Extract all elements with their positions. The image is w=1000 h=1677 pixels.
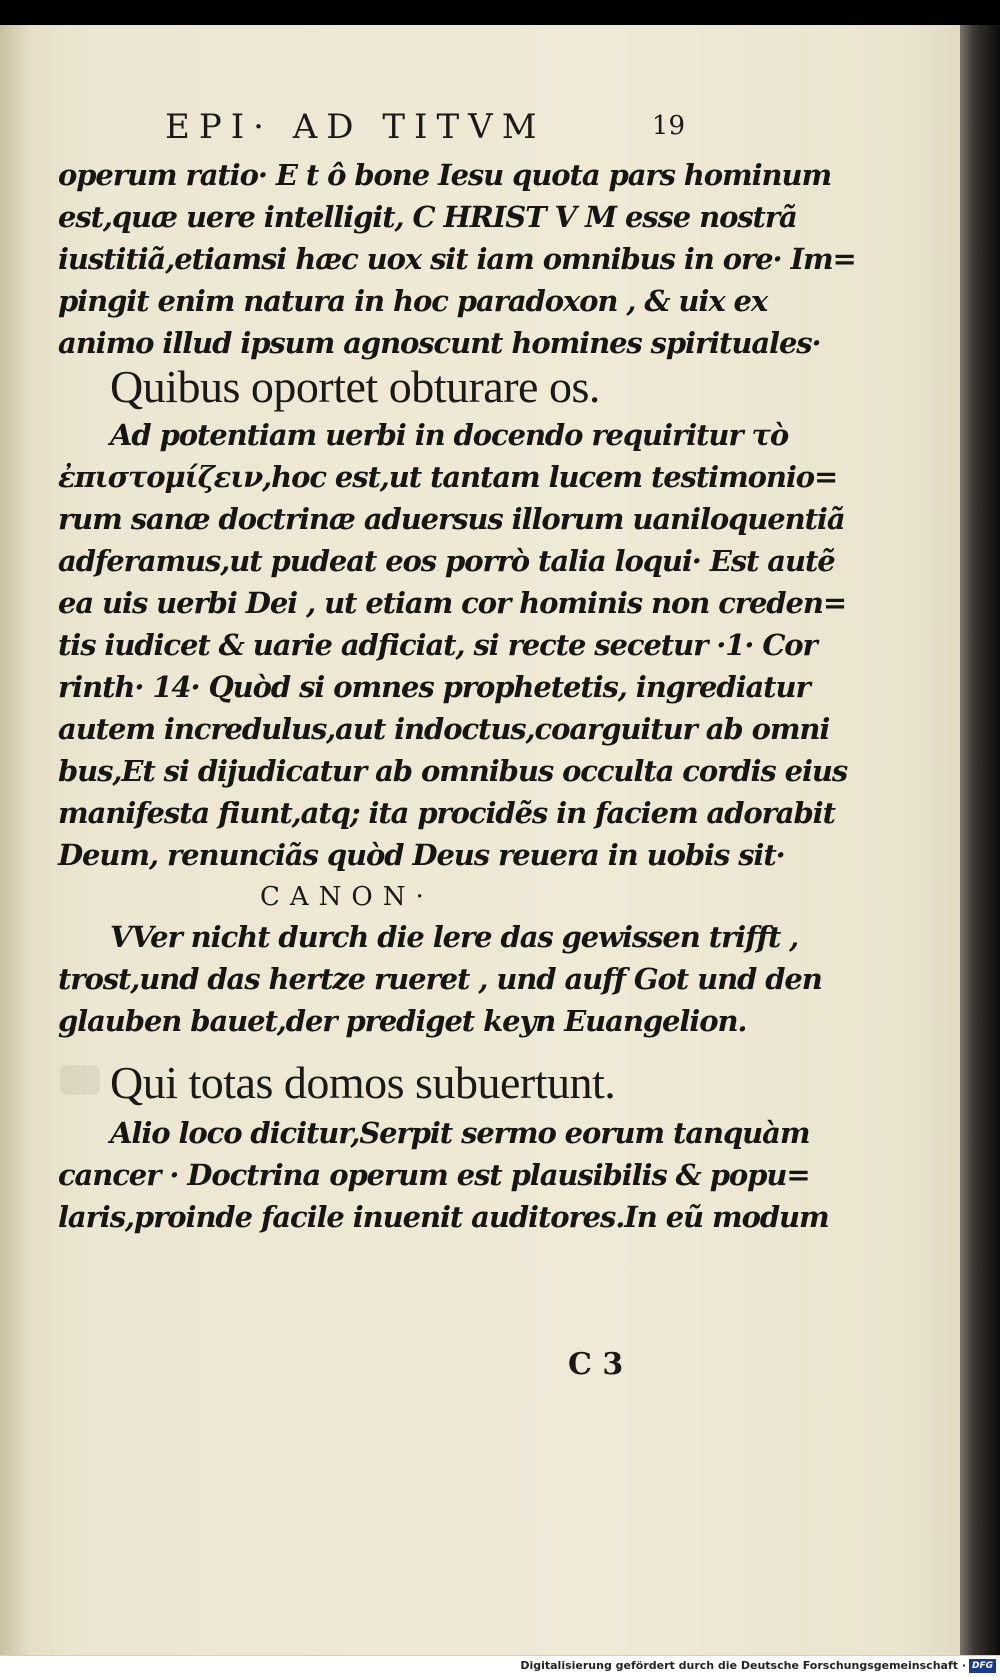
signature-mark: C 3 <box>568 1347 624 1382</box>
text-line: ea uis uerbi Dei , ut etiam cor hominis non creden= <box>58 586 847 620</box>
text-line: animo illud ipsum agnoscunt homines spirituales· <box>58 326 821 360</box>
text-line: adferamus,ut pudeat eos porrò talia loqui· Est autẽ <box>58 544 835 578</box>
text-line: ἐπιστομίζειν,hoc est,ut tantam lucem testimonio= <box>58 460 838 494</box>
text-line: VVer nicht durch die lere das gewissen trifft , <box>110 920 799 954</box>
text-line: pingit enim natura in hoc paradoxon , & uix ex <box>58 284 768 318</box>
text-line: iustitiã,etiamsi hæc uox sit iam omnibus in ore· Im= <box>58 242 856 276</box>
section-heading: Qui totas domos subuertunt. <box>110 1057 616 1108</box>
text-line: bus,Et si dijudicatur ab omnibus occulta cordis eius <box>58 754 848 788</box>
text-line: rum sanæ doctrinæ aduersus illorum uaniloquentiã <box>58 502 845 536</box>
book-page <box>0 25 960 1655</box>
section-heading: Quibus oportet obturare os. <box>110 361 600 412</box>
page-number: 19 <box>651 111 685 141</box>
text-line: Ad potentiam uerbi in docendo requiritur τὸ <box>110 418 789 452</box>
text-line: Deum, renunciãs quòd Deus reuera in uobis sit· <box>58 838 785 872</box>
text-line: operum ratio· E t ô bone Iesu quota pars hominum <box>58 158 832 192</box>
scan-border-top <box>0 0 1000 25</box>
footer-bar <box>0 1655 1000 1677</box>
page-edge-shadow <box>960 25 1000 1655</box>
text-line: tis iudicet & uarie adficiat, si recte secetur ·1· Cor <box>58 628 817 662</box>
text-line: est,quæ uere intelligit, C HRIST V M esse nostrã <box>58 200 797 234</box>
text-line: autem incredulus,aut indoctus,coarguitur ab omni <box>58 712 830 746</box>
running-header <box>165 107 685 157</box>
text-line: glauben bauet,der prediget keyn Euangelion. <box>58 1004 747 1038</box>
text-line: Alio loco dicitur,Serpit sermo eorum tanquàm <box>110 1116 810 1150</box>
text-line: manifesta fiunt,atq; ita procidẽs in faciem adorabit <box>58 796 835 830</box>
text-line: laris,proinde facile inuenit auditores.In eũ modum <box>58 1200 829 1234</box>
funding-credit: Digitalisierung gefördert durch die Deutsche Forschungsgemeinschaft · <box>520 1659 966 1672</box>
running-title: EPI· AD TITVM <box>165 107 546 147</box>
text-line: trost,und das hertze rueret , und auff Got und den <box>58 962 822 996</box>
bleed-through-mark <box>60 1065 100 1095</box>
dfg-logo: DFG <box>969 1659 996 1673</box>
text-line: rinth· 14· Quòd si omnes prophetetis, ingrediatur <box>58 670 810 704</box>
canon-heading: CANON· <box>260 882 434 912</box>
text-line: cancer · Doctrina operum est plausibilis & popu= <box>58 1158 810 1192</box>
